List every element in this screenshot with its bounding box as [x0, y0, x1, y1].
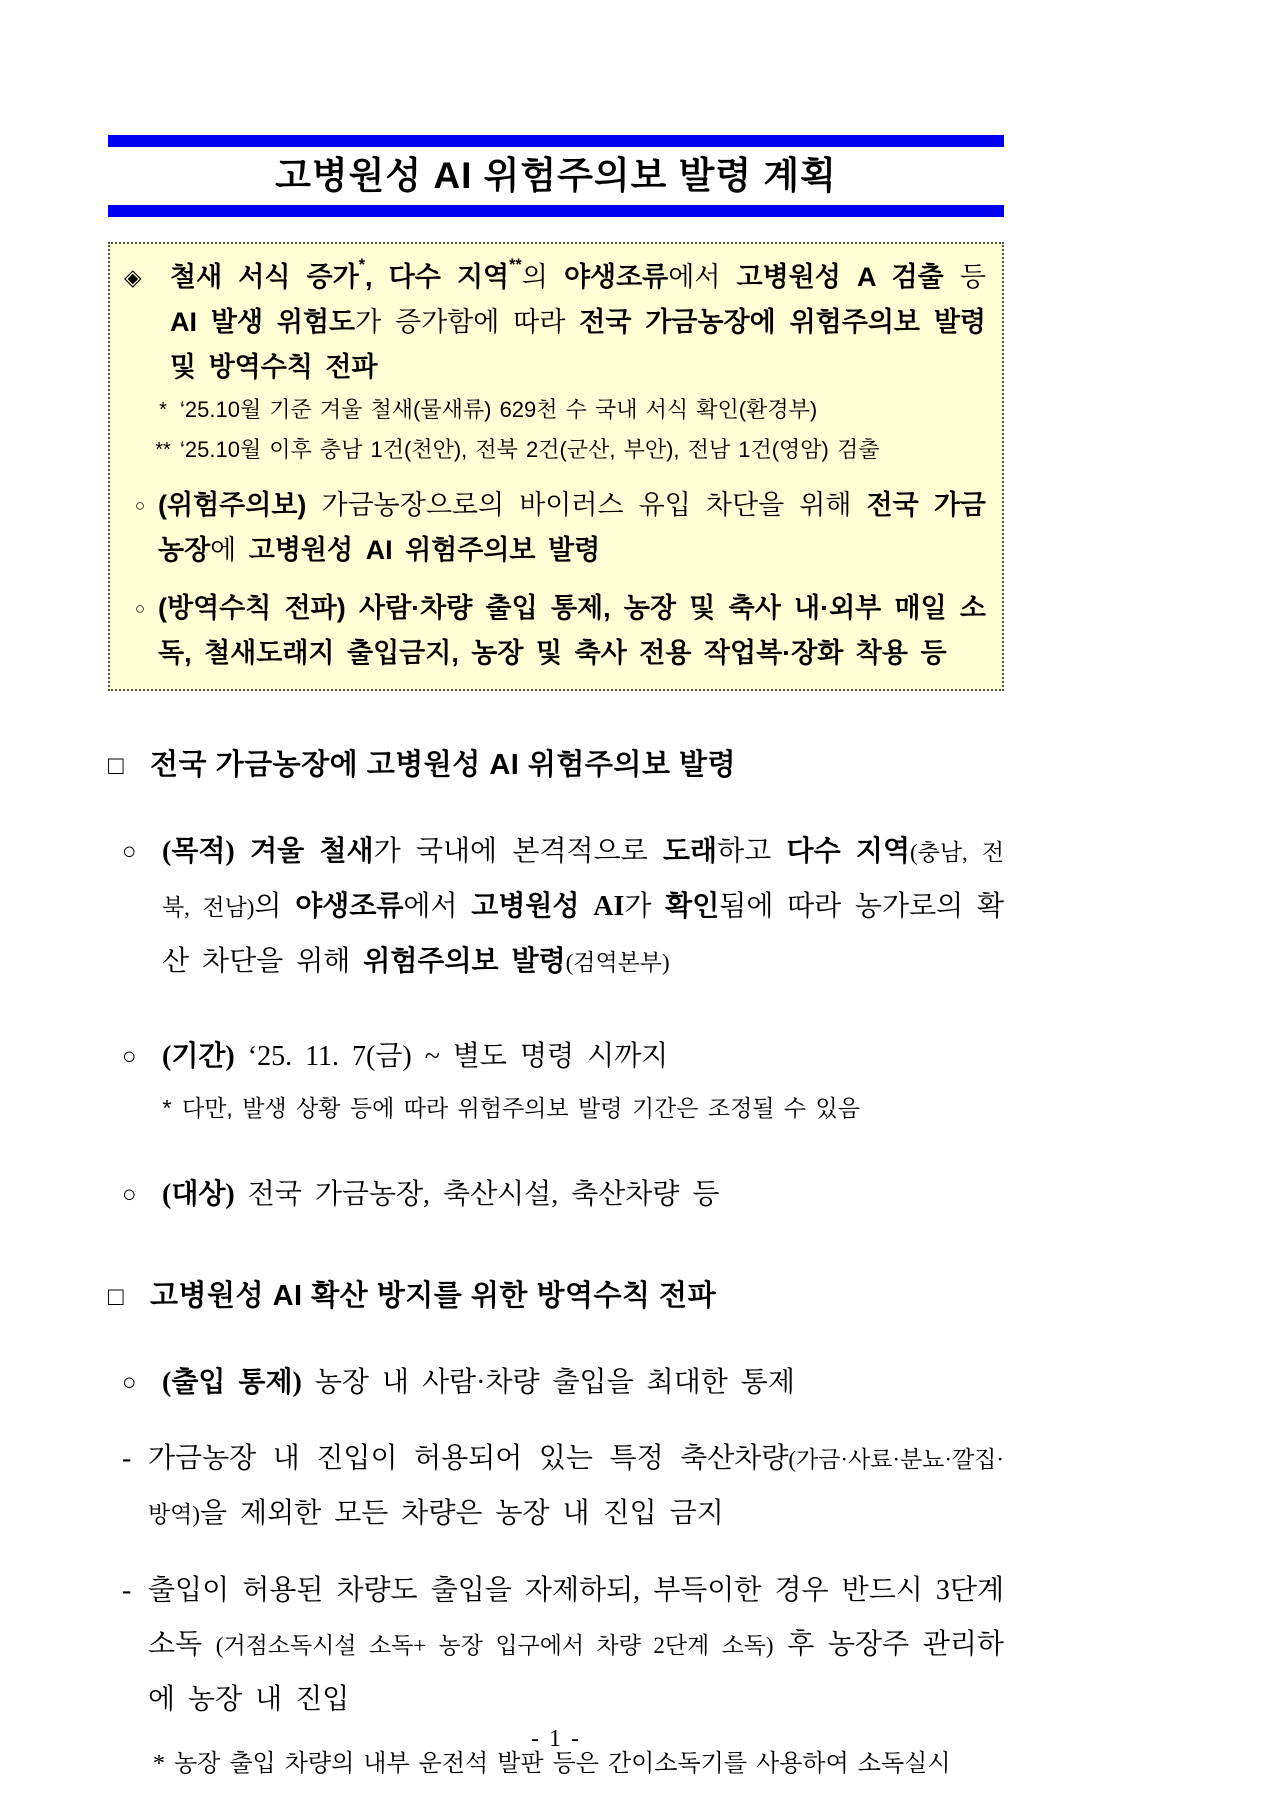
text-segment: (검역본부)	[565, 950, 670, 975]
text-segment: 됨에 따라 농가로의 확산 차단을 위해	[162, 891, 1004, 977]
square-bullet-marker: □	[108, 1281, 125, 1311]
text-segment: 전국 가금농장에 위험주의보 발령 및 방역수칙 전파	[170, 307, 986, 382]
section-item-text	[162, 1030, 1004, 1084]
section-item	[108, 1168, 1004, 1222]
bullet-marker: *	[162, 1095, 172, 1121]
section-heading	[108, 1276, 1004, 1316]
text-segment: 의	[521, 262, 564, 292]
section-item	[108, 1030, 1004, 1084]
section-item	[108, 1356, 1004, 1410]
summary-notice-box	[108, 242, 1004, 691]
section-item-text	[148, 1564, 1004, 1727]
section-heading	[108, 745, 1004, 785]
notice-item-text	[158, 483, 986, 573]
page-title: 고병원성 AI 위험주의보 발령 계획	[275, 155, 837, 196]
bullet-marker: **	[155, 439, 171, 461]
text-segment: AI 발생 위험도	[170, 307, 356, 337]
text-segment: 에	[210, 535, 249, 565]
text-segment: (거점소독시설 소독+ 농장 입구에서 차량 2단계 소독)	[215, 1633, 774, 1658]
text-segment: 철새 서식 증가	[170, 262, 359, 292]
text-segment: 을 제외한 모든 차량은 농장 내 진입 금지	[200, 1498, 724, 1529]
document-sections	[108, 745, 1004, 1785]
bullet-marker: ○	[122, 839, 137, 865]
text-segment: (목적)	[162, 836, 251, 867]
section-item	[108, 825, 1004, 990]
notice-item-text	[158, 586, 986, 676]
title-top-bar	[108, 135, 1004, 147]
section-item	[152, 1088, 1004, 1128]
text-segment: 야생조류	[563, 262, 669, 292]
text-segment: 출입이 허용된 차량도 출입을 자제하되, 부득이한 경우 반드시 3단계 소독	[148, 1575, 1004, 1660]
bullet-marker: -	[122, 1575, 132, 1606]
text-segment: 가 국내에 본격적으로	[373, 836, 663, 867]
section-item	[108, 1564, 1004, 1727]
text-segment: 의	[254, 891, 296, 922]
text-segment: (출입 통제)	[162, 1367, 315, 1398]
text-segment: ,	[365, 262, 389, 292]
text-segment: (위험주의보)	[158, 490, 307, 520]
bullet-marker: ○	[134, 496, 146, 515]
text-segment: **	[509, 256, 522, 274]
notice-item	[122, 255, 986, 390]
notice-item	[146, 390, 986, 430]
bullet-marker: *	[159, 399, 167, 421]
notice-item-text: ‘25.10월 이후 충남 1건(천안), 전북 2건(군산, 부안), 전남 1건(영암) 검출	[180, 437, 880, 462]
bullet-marker: ○	[122, 1044, 137, 1070]
bullet-marker: ○	[134, 599, 146, 618]
text-segment: 전국 가금 농장	[158, 490, 986, 565]
text-segment: 가금농장 내 진입이 허용되어 있는 특정 축산차량	[148, 1443, 789, 1474]
text-segment: 확인	[665, 891, 720, 922]
text-segment: 다수 지역	[388, 262, 510, 292]
bullet-marker: ○	[122, 1370, 137, 1396]
bullet-marker: ◈	[124, 264, 142, 290]
document-content	[108, 135, 1004, 1785]
text-segment: 고병원성 AI 위험주의보 발령	[248, 535, 601, 565]
text-segment: (기간)	[162, 1041, 248, 1072]
text-segment: *	[358, 256, 366, 274]
section-item-text: 농장 출입 차량의 내부 운전석 발판 등은 간이소독기를 사용하여 소독실시	[174, 1751, 951, 1777]
text-segment: 위험주의보 발령	[363, 946, 566, 977]
bullet-marker: -	[122, 1443, 132, 1474]
section-item-text	[162, 825, 1004, 990]
text-segment: 겨울 철새	[250, 836, 374, 867]
text-segment: 다수 지역	[786, 836, 911, 867]
text-segment: 가 증가함에 따라	[355, 307, 580, 337]
section-item-text	[148, 1432, 1004, 1542]
page-number: - 1 -	[531, 1726, 581, 1752]
section-item-text	[162, 1168, 1004, 1222]
title-block	[108, 135, 1004, 217]
text-segment: 등	[943, 262, 986, 292]
text-segment: 농장 내 사람·차량 출입을 최대한 통제	[314, 1367, 795, 1398]
bullet-marker: ○	[122, 1182, 137, 1208]
text-segment: 도래	[662, 836, 718, 867]
text-segment: 고병원성 AI	[471, 891, 625, 922]
square-bullet-marker: □	[108, 750, 125, 780]
section-item-text: 다만, 발생 상황 등에 따라 위험주의보 발령 기간은 조정될 수 있음	[182, 1095, 860, 1121]
text-segment: 후 농장주 관리하에 농장 내 진입	[148, 1629, 1004, 1715]
title-bottom-bar	[108, 205, 1004, 217]
text-segment: 에서	[403, 891, 472, 922]
notice-item	[146, 430, 986, 470]
text-segment: (대상)	[162, 1179, 248, 1210]
text-segment: 야생조류	[295, 891, 404, 922]
notice-item	[122, 586, 986, 676]
bullet-marker: *	[153, 1751, 165, 1777]
text-segment: 하고	[717, 836, 787, 867]
text-segment: 사람·차량 출입 통제, 농장 및 축사 내·외부 매일 소독, 철새도래지 출입금지, 농장 및 축사 전용 작업복·장화 착용 등	[158, 593, 986, 668]
section-item	[108, 1432, 1004, 1542]
text-segment: (가금·사료·분뇨·깔집·방역)	[148, 1447, 1004, 1527]
section-heading-text: 고병원성 AI 확산 방지를 위한 방역수칙 전파	[150, 1280, 717, 1312]
notice-item-text	[170, 255, 986, 390]
notice-item-text: ‘25.10월 기준 겨울 철새(물새류) 629천 수 국내 서식 확인(환경부)	[180, 397, 818, 422]
text-segment: (방역수칙 전파)	[158, 593, 346, 623]
section-item-text	[162, 1356, 1004, 1410]
section-heading-text: 전국 가금농장에 고병원성 AI 위험주의보 발령	[150, 749, 737, 781]
text-segment: 에서	[668, 262, 737, 292]
text-segment: (충남, 전북, 전남)	[162, 840, 1004, 920]
text-segment: 고병원성 A 검출	[736, 262, 944, 292]
text-segment: 전국 가금농장, 축산시설, 축산차량 등	[247, 1179, 720, 1210]
document-section	[108, 1276, 1004, 1785]
text-segment: 가금농장으로의 바이러스 유입 차단을 위해	[306, 490, 867, 520]
text-segment: 가	[624, 891, 666, 922]
notice-item	[122, 483, 986, 573]
text-segment: ‘25. 11. 7(금) ~ 별도 명령 시까지	[247, 1041, 669, 1072]
document-section	[108, 745, 1004, 1222]
